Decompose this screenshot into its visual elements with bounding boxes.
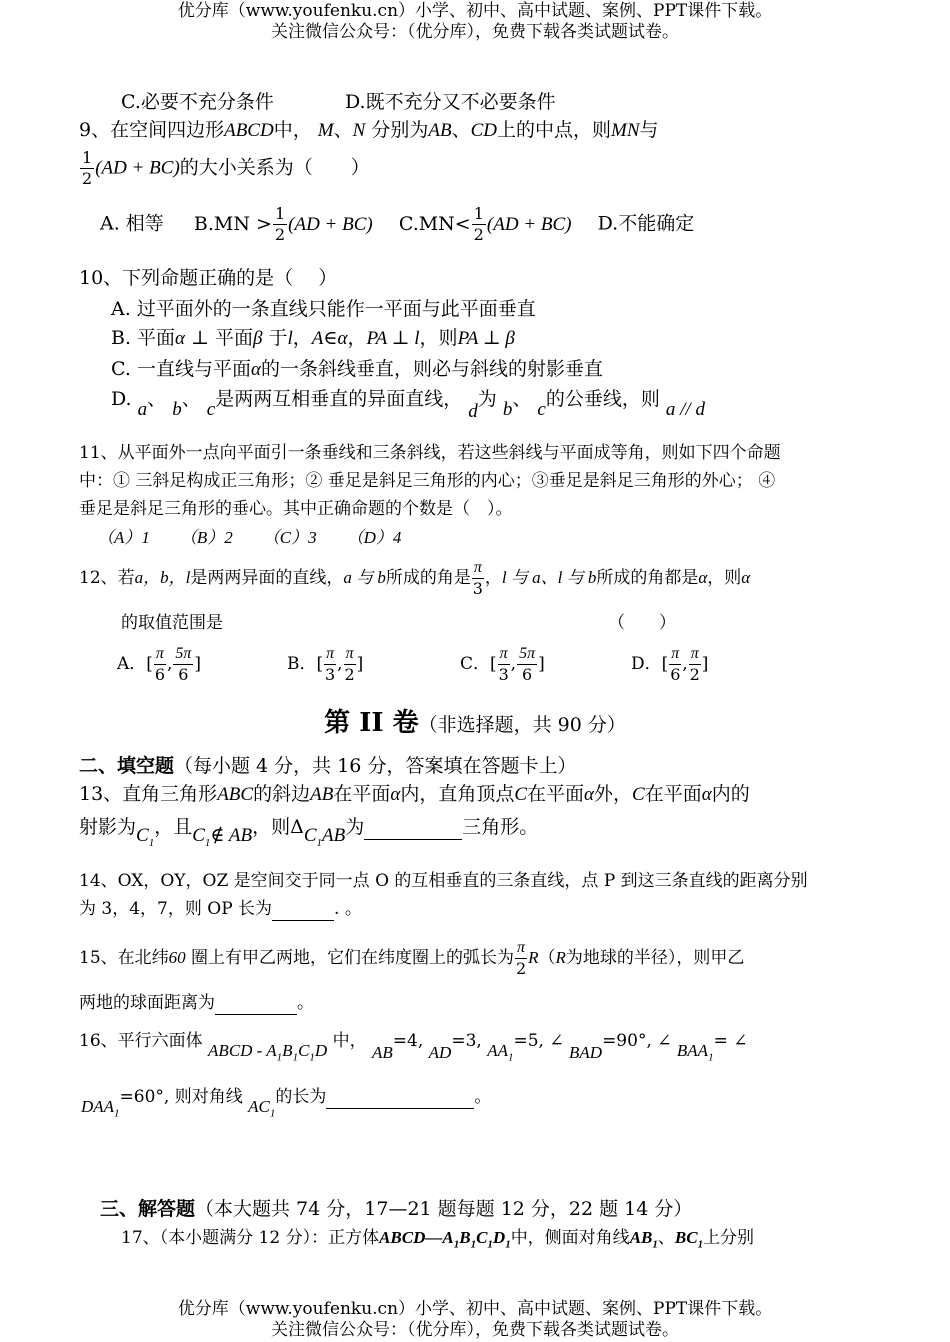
q15-stem-line-2: 两地的球面距离为 。 [79,993,314,1013]
part2-heading: 第 II 卷（非选择题，共 90 分） [324,708,626,738]
q15-stem: 15、在北纬60 圈上有甲乙两地，它们在纬度圈上的弧长为 $\frac{\pi}{2}$ R（R为地球的半径），则甲乙 [79,939,745,978]
q10-stem: 10、下列命题正确的是（ ） [79,267,338,289]
q11-options: （A）1 （B）2 （C）3 （D）4 [97,528,402,547]
q12-option-a: A．[ $\frac{\pi}{6}$ , $\frac{5\pi}{6}$ ] [117,645,201,684]
q9-option-c: C.MN< $\frac{1}{2}$ (AD + BC) [398,204,572,244]
header-line-1: 优分库（www.youfenku.cn）小学、初中、高中试题、案例、PPT课件下载。 [177,1,773,21]
q13-stem: 13、直角三角形ABC的斜边AB在平面α内，直角顶点C在平面α外，C在平面α内的 [79,783,750,805]
q16-answer-blank[interactable] [326,1086,474,1109]
q9-stem-line-2: $\frac{1}{2}$ (AD + BC)的大小关系为（ ） [82,148,370,188]
q15-answer-blank[interactable] [215,992,297,1015]
q9-option-d: D.不能确定 [597,212,695,235]
q16-stem-line-2: $DAA_1=60^\circ$, 则对角线 $AC_1$的长为 。 [81,1087,492,1120]
section-2-heading: 二、填空题（每小题 4 分，共 16 分，答案填在答题卡上） [79,755,577,777]
q10-option-c: C. 一直线与平面α的一条斜线垂直，则必与斜线的射影垂直 [111,358,603,380]
q14-line-1: 14、OX，OY，OZ 是空间交于同一点 O 的互相垂直的三条直线，点 P 到这三条直线的距离分别 [79,871,808,891]
q10-option-a: A. 过平面外的一条直线只能作一平面与此平面垂直 [111,298,536,320]
q14-line-2: 为 3，4，7，则 OP 长为 . 。 [79,899,362,919]
q12-stem-line-2: 的取值范围是 [121,613,223,633]
q10-option-d: D. a、 b、 c是两两互相垂直的异面直线， d为 b、 c的公垂线，则 a // d [111,388,705,422]
q13-stem-line-2: 射影为$C_1$，且$C_1\notin$ AB，则$\Delta C_1AB$为 三角形。 [79,816,539,849]
q16-stem: 16、平行六面体 ABCD - $A_1B_1C_1D$ 中， AB=4, AD=3, $AA_1=5$, ∠ BAD=90°, ∠ $BAA_1=$ ∠ [79,1031,748,1064]
q10-option-b: B. 平面α ⊥ 平面β 于l，A∈α，PA ⊥ l，则PA ⊥ β [111,327,515,349]
q12-option-c: C．[ $\frac{\pi}{3}$ , $\frac{5\pi}{6}$ ] [460,645,545,684]
q11-line-2: 中：① 三斜足构成正三角形；② 垂足是斜足三角形的内心；③垂足是斜足三角形的外心； ④ [79,471,776,491]
q12-option-b: B．[ $\frac{\pi}{3}$ , $\frac{\pi}{2}$ ] [287,645,364,684]
q8-option-d: D.既不充分又不必要条件 [345,91,556,113]
q8-option-c: C.必要不充分条件 [121,91,274,113]
q11-line-1: 11、从平面外一点向平面引一条垂线和三条斜线，若这些斜线与平面成等角，则如下四个命题 [79,443,781,463]
q9-stem: 9、在空间四边形ABCD中， M、N 分别为AB、CD上的中点，则MN与 [79,119,659,141]
q13-answer-blank[interactable] [364,815,462,840]
header-line-2: 关注微信公众号：（优分库），免费下载各类试题试卷。 [271,22,679,42]
q9-option-a: A. 相等 [100,212,164,235]
q12-option-d: D．[ $\frac{\pi}{6}$ , $\frac{\pi}{2}$ ] [631,645,709,684]
q12-answer-paren: （ ） [608,613,676,633]
q9-options [100,206,694,243]
q14-answer-blank[interactable] [272,898,334,921]
footer-line-2: 关注微信公众号：（优分库），免费下载各类试题试卷。 [271,1320,679,1340]
footer-line-1: 优分库（www.youfenku.cn）小学、初中、高中试题、案例、PPT课件下载。 [177,1299,773,1319]
q11-line-3: 垂足是斜足三角形的垂心。其中正确命题的个数是（ ）。 [79,499,513,519]
q17-stem: 17、（本小题满分 12 分）：正方体$ABCD—A_1B_1C_1D_1$中，侧面对角线$AB_1$、$BC_1$上分别 [121,1228,755,1251]
q9-option-b: B.MN > $\frac{1}{2}$ (AD + BC) [193,204,373,244]
q12-stem: 12、若a，b，l是两两异面的直线，a 与 b所成的角是 $\frac{\pi}{3}$ ，l 与 a、l 与 b所成的角都是α，则α [79,559,751,598]
section-3-heading: 三、解答题（本大题共 74 分，17—21 题每题 12 分，22 题 14 分） [100,1198,693,1220]
